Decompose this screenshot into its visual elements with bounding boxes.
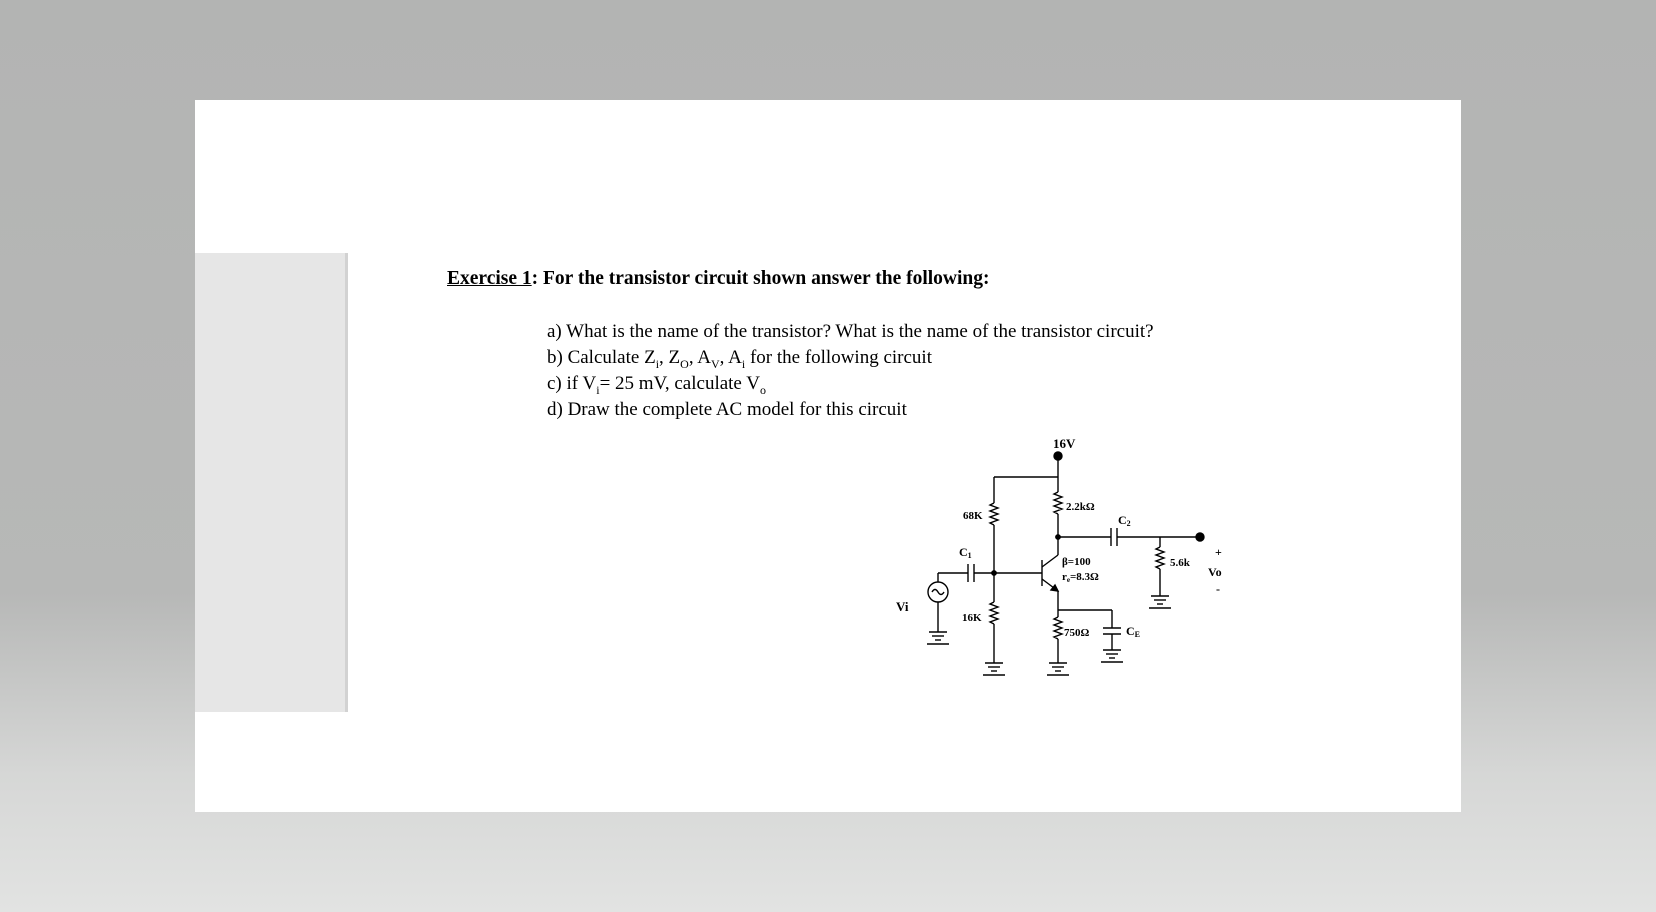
re-resistor <box>1054 617 1062 639</box>
exercise-label: Exercise 1 <box>447 268 532 289</box>
label-vi: Vi <box>896 599 909 614</box>
transistor-circuit-diagram <box>880 425 1240 685</box>
label-r1: 68K <box>963 510 983 522</box>
r1-resistor <box>990 503 998 525</box>
question-b: b) Calculate $Z_i$, $Z_O$, $A_V$, $A_i$ for the following circuit <box>547 347 932 371</box>
label-plus: + <box>1215 545 1222 559</box>
rl-resistor <box>1156 547 1164 569</box>
output-node <box>1196 533 1204 541</box>
label-c2: C2 <box>1118 513 1131 528</box>
label-rc: 2.2kΩ <box>1066 501 1095 513</box>
question-c: c) if $V_i= 25$ mV, calculate $V_o$ <box>547 373 766 397</box>
label-rl: 5.6k <box>1170 557 1190 569</box>
label-beta: β=100 <box>1062 556 1091 568</box>
side-panel <box>195 253 348 712</box>
exercise-title-text: : For the transistor circuit shown answer the following: <box>531 268 990 289</box>
question-a: a) What is the name of the transistor? What is the name of the transistor circuit? <box>547 321 1154 342</box>
label-supply: 16V <box>1053 436 1076 451</box>
label-r2: 16K <box>962 612 982 624</box>
label-c1: C1 <box>959 545 972 560</box>
supply-node <box>1054 452 1062 460</box>
label-minus: - <box>1216 582 1220 596</box>
r2-resistor <box>990 602 998 624</box>
label-re: 750Ω <box>1064 627 1090 639</box>
label-re-param: re=8.3Ω <box>1062 571 1099 584</box>
exercise-title <box>447 268 990 290</box>
rc-resistor <box>1054 492 1062 514</box>
question-d: d) Draw the complete AC model for this circuit <box>547 399 907 420</box>
label-ce: CE <box>1126 624 1141 639</box>
label-vo: Vo <box>1208 565 1222 579</box>
slide-page <box>195 100 1461 812</box>
